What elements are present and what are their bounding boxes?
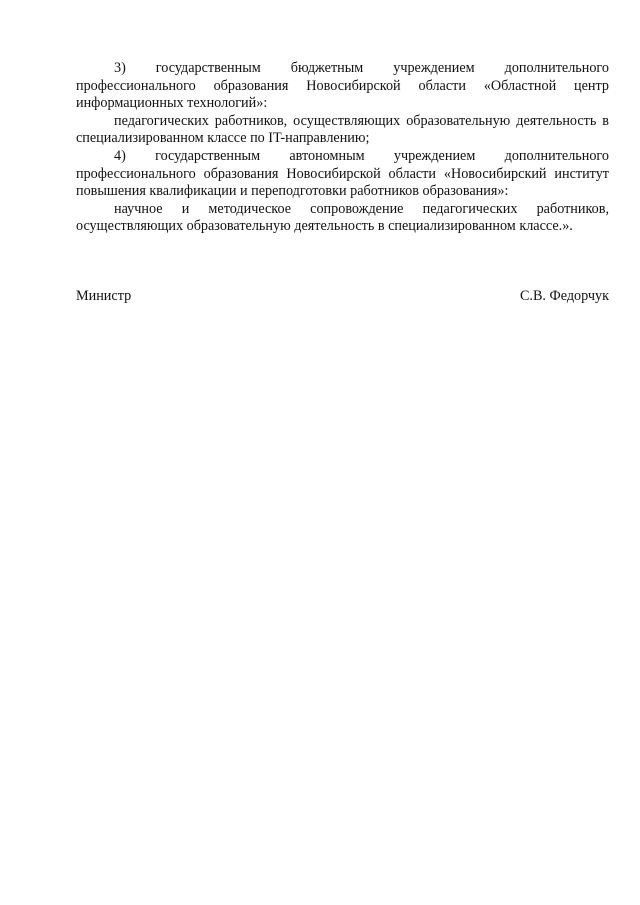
signature-block — [76, 287, 609, 305]
paragraph-item-4: 4) государственным автономным учреждением дополнительного профессионального образования Новосибирской области «Новосибирский институт повышения квалификации и переподготовки работников образования»: — [76, 147, 609, 200]
paragraph-item-3: 3) государственным бюджетным учреждением дополнительного профессионального образования Новосибирской области «Областной центр информационных технологий»: — [76, 60, 609, 112]
document-body — [76, 60, 609, 236]
paragraph-teachers: педагогических работников, осуществляющих образовательную деятельность в специализированном классе по IT-направлению; — [76, 112, 609, 147]
signatory-name: С.В. Федорчук — [519, 288, 609, 304]
paragraph-support: научное и методическое сопровождение педагогических работников, осуществляющих образовательную деятельность в специализированном классе.». — [76, 200, 609, 235]
signatory-position: Министр — [76, 288, 132, 304]
